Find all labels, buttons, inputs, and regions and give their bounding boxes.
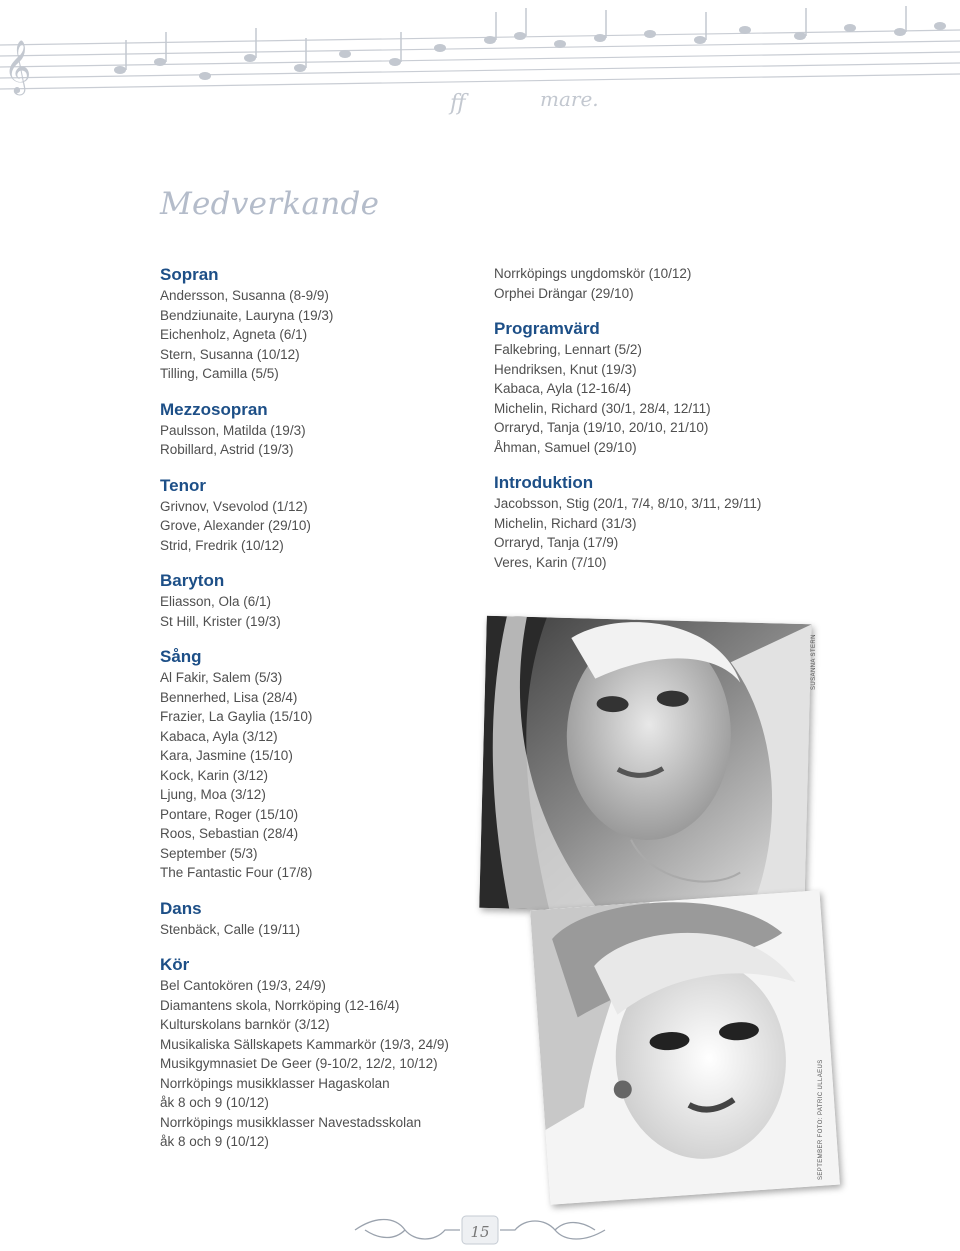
list-item: The Fantastic Four (17/8)	[160, 865, 313, 880]
section-heading: Introduktion	[494, 473, 594, 492]
section-tenor	[160, 475, 490, 556]
list-item: Åhman, Samuel (29/10)	[494, 439, 637, 455]
list-item: Musikaliska Sällskapets Kammarkör (19/3, 24/9)	[160, 1036, 449, 1052]
section-introduktion	[494, 472, 914, 572]
list-item: Paulsson, Matilda (19/3)	[160, 422, 306, 438]
portrait-photo-susanna-stern	[479, 616, 812, 916]
list-item: Kara, Jasmine (15/10)	[160, 748, 293, 763]
list-item: St Hill, Krister (19/3)	[160, 613, 281, 629]
section-heading: Programvärd	[494, 319, 600, 338]
section-kor	[160, 954, 490, 1152]
section-heading: Tenor	[160, 475, 206, 495]
section-dans	[160, 898, 490, 940]
section-heading: Sopran	[160, 265, 219, 284]
photo-credit: SUSANNA STERN	[811, 634, 817, 690]
list-item: Bennerhed, Lisa (28/4)	[160, 689, 298, 705]
section-heading: Mezzosopran	[160, 399, 268, 419]
list-item: Frazier, La Gaylia (15/10)	[160, 709, 313, 724]
list-item: Al Fakir, Salem (5/3)	[160, 670, 283, 685]
list-item: Kabaca, Ayla (12-16/4)	[494, 381, 632, 396]
page-number: 15	[470, 1223, 490, 1241]
section-heading: Kör	[160, 955, 190, 974]
portrait-image	[479, 616, 812, 916]
list-item: Eliasson, Ola (6/1)	[160, 594, 272, 609]
list-item: Orphei Drängar (29/10)	[494, 285, 634, 301]
list-item: Tilling, Camilla (5/5)	[160, 366, 279, 381]
list-item: Hendriksen, Knut (19/3)	[494, 361, 637, 377]
list-item: Strid, Fredrik (10/12)	[160, 537, 284, 553]
list-item: September (5/3)	[160, 845, 258, 861]
list-item: Norrköpings musikklasser Hagaskolan	[160, 1075, 390, 1091]
section-baryton	[160, 570, 490, 631]
sheet-music-decoration	[0, 0, 960, 140]
photo-credit: SEPTEMBER FOTO: PATRIC ULLAEUS	[818, 1059, 824, 1180]
list-item: Stern, Susanna (10/12)	[160, 346, 300, 362]
list-item: Musikgymnasiet De Geer (9-10/2, 12/2, 10/12)	[160, 1056, 438, 1071]
left-column	[160, 264, 490, 1167]
list-item: Bendziunaite, Lauryna (19/3)	[160, 307, 334, 323]
list-item: Veres, Karin (7/10)	[494, 554, 607, 570]
list-item: Norrköpings ungdomskör (10/12)	[494, 266, 692, 281]
list-item: Andersson, Susanna (8-9/9)	[160, 288, 329, 303]
list-item: Kabaca, Ayla (3/12)	[160, 728, 278, 744]
section-programvard	[494, 318, 914, 457]
list-item: Eichenholz, Agneta (6/1)	[160, 327, 308, 342]
list-item: Roos, Sebastian (28/4)	[160, 826, 299, 841]
svg-text:mare.: mare.	[540, 87, 599, 111]
list-item: Falkebring, Lennart (5/2)	[494, 342, 642, 357]
section-heading: Sång	[160, 647, 202, 666]
list-item: åk 8 och 9 (10/12)	[160, 1095, 269, 1110]
right-column	[494, 264, 914, 587]
list-item: Stenbäck, Calle (19/11)	[160, 921, 301, 937]
list-item: Orraryd, Tanja (19/10, 20/10, 21/10)	[494, 420, 709, 435]
list-item: Robillard, Astrid (19/3)	[160, 442, 294, 457]
list-item: Michelin, Richard (30/1, 28/4, 12/11)	[494, 400, 711, 416]
list-item: Michelin, Richard (31/3)	[494, 515, 637, 531]
list-item: åk 8 och 9 (10/12)	[160, 1134, 269, 1149]
list-item: Orraryd, Tanja (17/9)	[494, 535, 619, 550]
list-item: Kock, Karin (3/12)	[160, 767, 269, 783]
list-item: Kulturskolans barnkör (3/12)	[160, 1017, 330, 1032]
page-title: Medverkande	[160, 186, 380, 222]
svg-text:ff: ff	[450, 91, 466, 116]
list-item: Norrköpings musikklasser Navestadsskolan	[160, 1114, 422, 1130]
svg-text:𝄞: 𝄞	[4, 39, 32, 93]
list-item: Pontare, Roger (15/10)	[160, 806, 299, 822]
list-item: Diamantens skola, Norrköping (12-16/4)	[160, 997, 400, 1013]
section-heading: Baryton	[160, 571, 225, 590]
section-kor-continued	[494, 264, 914, 303]
portrait-image	[530, 890, 840, 1205]
list-item: Bel Cantokören (19/3, 24/9)	[160, 978, 326, 993]
list-item: Ljung, Moa (3/12)	[160, 787, 266, 802]
section-mezzosopran	[160, 399, 490, 460]
section-sopran	[160, 264, 490, 384]
list-item: Grivnov, Vsevolod (1/12)	[160, 498, 308, 514]
list-item: Grove, Alexander (29/10)	[160, 518, 311, 533]
section-heading: Dans	[160, 898, 202, 918]
list-item: Jacobsson, Stig (20/1, 7/4, 8/10, 3/11, 29/11)	[494, 496, 762, 511]
section-sang	[160, 646, 490, 883]
portrait-photo-september	[530, 890, 840, 1205]
